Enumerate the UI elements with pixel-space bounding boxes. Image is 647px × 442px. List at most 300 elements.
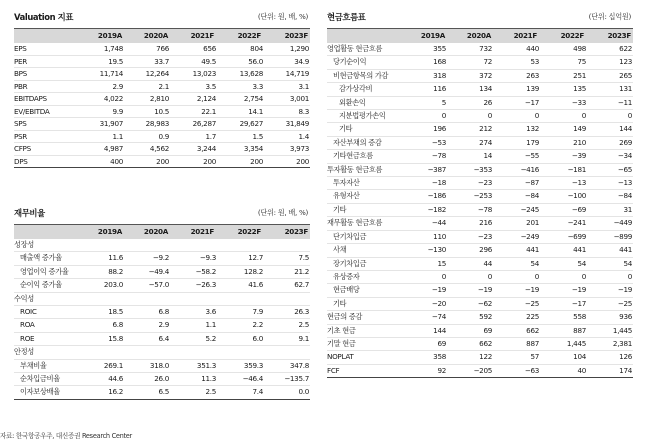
cell-value: −205 (447, 364, 493, 377)
cell-value: 201 (493, 217, 540, 230)
cell-value: 296 (447, 244, 493, 257)
cell-value: 0 (401, 270, 447, 283)
cell-value: 26.3 (264, 306, 310, 319)
cell-value: 14 (447, 150, 493, 163)
row-label: BPS (14, 68, 78, 81)
cell-value: −87 (493, 177, 540, 190)
cell-value: 0 (540, 270, 587, 283)
cell-value: 2.1 (124, 80, 170, 93)
year-header: 2023F (284, 31, 308, 40)
cell-value: 440 (493, 43, 540, 56)
year-header: 2020A (143, 31, 168, 40)
cell-value: 11.6 (78, 252, 124, 265)
cell-value: 210 (540, 136, 587, 149)
cell-value: 359.3 (217, 359, 264, 372)
table-row (327, 217, 633, 230)
cell-value: 3.1 (264, 80, 310, 93)
cell-value: 7.5 (264, 252, 310, 265)
year-header: 2019A (97, 227, 122, 236)
year-header: 2022F (560, 31, 584, 40)
cell-value: 22.1 (170, 105, 217, 118)
cell-value: 9.9 (78, 105, 124, 118)
cell-value: 18.5 (78, 306, 124, 319)
cell-value: −57.0 (124, 279, 170, 292)
cell-value: 732 (447, 43, 493, 56)
cell-value: 0 (493, 110, 540, 123)
cell-value: 54 (540, 257, 587, 270)
cell-value: −100 (540, 190, 587, 203)
cell-value: 0 (540, 110, 587, 123)
cell-value: 662 (447, 337, 493, 350)
cell-value: −245 (493, 203, 540, 216)
cell-value: 128.2 (217, 265, 264, 278)
valuation-table (14, 43, 310, 168)
row-label: NOPLAT (327, 351, 401, 364)
cell-value: −19 (587, 284, 633, 297)
cell-value: 1,445 (587, 324, 633, 337)
cell-value: 2.9 (124, 319, 170, 332)
cell-value (124, 292, 170, 305)
cashflow-header (327, 28, 633, 43)
valuation-header (14, 28, 310, 43)
cell-value: 200 (264, 155, 310, 168)
cell-value: 149 (540, 123, 587, 136)
table-row (327, 324, 633, 337)
table-row (327, 56, 633, 69)
table-row (327, 69, 633, 82)
table-row (14, 306, 310, 319)
table-row (327, 136, 633, 149)
row-label: 기초 현금 (327, 324, 401, 337)
row-label: 순이익 증가율 (14, 279, 78, 292)
cell-value: 54 (587, 257, 633, 270)
cell-value: −39 (540, 150, 587, 163)
row-label: 이자보상배율 (14, 386, 78, 399)
row-label: 순차입금비율 (14, 373, 78, 386)
row-label: 영업이익 증가율 (14, 265, 78, 278)
year-header: 2019A (97, 31, 122, 40)
cell-value: −46.4 (217, 373, 264, 386)
table-row (327, 190, 633, 203)
cell-value: 132 (493, 123, 540, 136)
year-header: 2023F (284, 227, 308, 236)
cell-value: −84 (587, 190, 633, 203)
cell-value: −11 (587, 96, 633, 109)
cell-value: 126 (587, 351, 633, 364)
cell-value: 7.4 (217, 386, 264, 399)
cell-value (78, 346, 124, 359)
table-row (14, 279, 310, 292)
cell-value: 122 (447, 351, 493, 364)
cell-value: 2.2 (217, 319, 264, 332)
cell-value: 69 (401, 337, 447, 350)
cashflow-table (327, 43, 633, 378)
row-label: 성장성 (14, 239, 78, 252)
cell-value: −699 (540, 230, 587, 243)
cell-value: 0 (401, 110, 447, 123)
cell-value: 2.9 (78, 80, 124, 93)
cell-value: −69 (540, 203, 587, 216)
cell-value: −49.4 (124, 265, 170, 278)
cell-value: −186 (401, 190, 447, 203)
cell-value (264, 346, 310, 359)
cell-value: 31,849 (264, 118, 310, 131)
cell-value: 3.5 (170, 80, 217, 93)
cell-value: 5.2 (170, 332, 217, 345)
cell-value: 0 (447, 270, 493, 283)
cell-value: 15 (401, 257, 447, 270)
cell-value: 216 (447, 217, 493, 230)
cell-value: 19.5 (78, 55, 124, 68)
cell-value: 28,983 (124, 118, 170, 131)
cell-value: 139 (493, 83, 540, 96)
cell-value: 7.9 (217, 306, 264, 319)
cell-value: 41.6 (217, 279, 264, 292)
table-row (14, 359, 310, 372)
cell-value: 592 (447, 311, 493, 324)
year-header: 2020A (143, 227, 168, 236)
table-row (14, 143, 310, 156)
cell-value: −20 (401, 297, 447, 310)
ratios-panel (14, 204, 310, 424)
cell-value: 29,627 (217, 118, 264, 131)
valuation-panel (14, 8, 310, 188)
cell-value (217, 239, 264, 252)
cell-value: −13 (540, 177, 587, 190)
cell-value: −23 (447, 230, 493, 243)
cell-value (170, 346, 217, 359)
cell-value: 26.0 (124, 373, 170, 386)
cell-value: −63 (493, 364, 540, 377)
row-label: 재무활동 현금흐름 (327, 217, 401, 230)
cell-value: −416 (493, 163, 540, 176)
valuation-unit: (단위: 원, 배, %) (257, 12, 308, 21)
row-label: 지분법평가손익 (327, 110, 401, 123)
table-row (327, 270, 633, 283)
cell-value: 400 (78, 155, 124, 168)
row-label: 기타현금흐름 (327, 150, 401, 163)
row-label: 안정성 (14, 346, 78, 359)
row-label: 감가상각비 (327, 83, 401, 96)
cell-value: 656 (170, 43, 217, 55)
cell-value: 57 (493, 351, 540, 364)
cell-value: 31,907 (78, 118, 124, 131)
cell-value: −19 (447, 284, 493, 297)
year-header: 2021F (190, 227, 214, 236)
cell-value: 269.1 (78, 359, 124, 372)
table-row (14, 346, 310, 359)
cell-value: 622 (587, 43, 633, 56)
cell-value: −387 (401, 163, 447, 176)
table-row (327, 43, 633, 56)
year-header: 2023F (607, 31, 631, 40)
cell-value: 347.8 (264, 359, 310, 372)
row-label: 유형자산 (327, 190, 401, 203)
table-row (327, 150, 633, 163)
table-row (14, 55, 310, 68)
cell-value: −23 (447, 177, 493, 190)
cell-value: 1,748 (78, 43, 124, 55)
row-label: 기타 (327, 203, 401, 216)
cell-value: 10.5 (124, 105, 170, 118)
cell-value: 92 (401, 364, 447, 377)
cell-value: −17 (540, 297, 587, 310)
ratios-header (14, 224, 310, 239)
cell-value: 34.9 (264, 55, 310, 68)
table-row (327, 364, 633, 377)
cell-value: 200 (170, 155, 217, 168)
cell-value: 355 (401, 43, 447, 56)
cell-value: −78 (447, 203, 493, 216)
cell-value: 0.9 (124, 130, 170, 143)
row-label: 외환손익 (327, 96, 401, 109)
cell-value: 358 (401, 351, 447, 364)
cell-value: −65 (587, 163, 633, 176)
table-row (14, 373, 310, 386)
cell-value: 200 (217, 155, 264, 168)
cell-value: 11.3 (170, 373, 217, 386)
row-label: PBR (14, 80, 78, 93)
cell-value: 144 (587, 123, 633, 136)
row-label: 투자활동 현금흐름 (327, 163, 401, 176)
cell-value: −55 (493, 150, 540, 163)
cell-value: 174 (587, 364, 633, 377)
cell-value: 2,810 (124, 93, 170, 106)
cell-value: 6.8 (124, 306, 170, 319)
cell-value: 11,714 (78, 68, 124, 81)
row-label: PER (14, 55, 78, 68)
table-row (14, 319, 310, 332)
cell-value: 56.0 (217, 55, 264, 68)
cell-value: 372 (447, 69, 493, 82)
row-label: 영업활동 현금흐름 (327, 43, 401, 56)
table-row (327, 110, 633, 123)
row-label: 현금배당 (327, 284, 401, 297)
cell-value: 179 (493, 136, 540, 149)
cell-value: 75 (540, 56, 587, 69)
table-row (327, 123, 633, 136)
cell-value: 1,445 (540, 337, 587, 350)
cell-value: 3.6 (170, 306, 217, 319)
cell-value: 936 (587, 311, 633, 324)
table-row (327, 257, 633, 270)
table-row (327, 337, 633, 350)
cell-value: 6.8 (78, 319, 124, 332)
table-row (327, 297, 633, 310)
row-label: 당기순이익 (327, 56, 401, 69)
cell-value: −19 (540, 284, 587, 297)
cell-value: 269 (587, 136, 633, 149)
table-row (14, 130, 310, 143)
row-label: EV/EBITDA (14, 105, 78, 118)
cell-value: 15.8 (78, 332, 124, 345)
row-label: DPS (14, 155, 78, 168)
row-label: 사채 (327, 244, 401, 257)
row-label: 매출액 증가율 (14, 252, 78, 265)
table-row (14, 155, 310, 168)
cell-value: −17 (493, 96, 540, 109)
cell-value: −84 (493, 190, 540, 203)
row-label: 기말 현금 (327, 337, 401, 350)
cell-value (124, 346, 170, 359)
source-note: 자료: 한국항공우주, 대신증권 Research Center (0, 432, 132, 440)
cell-value: 1.1 (78, 130, 124, 143)
table-row (14, 265, 310, 278)
cell-value: −44 (401, 217, 447, 230)
row-label: SPS (14, 118, 78, 131)
cell-value: 2,124 (170, 93, 217, 106)
cell-value: 26 (447, 96, 493, 109)
table-row (327, 351, 633, 364)
cell-value: 131 (587, 83, 633, 96)
cell-value: 0.0 (264, 386, 310, 399)
cell-value: −249 (493, 230, 540, 243)
row-label: ROIC (14, 306, 78, 319)
table-row (14, 80, 310, 93)
cell-value: 1.5 (217, 130, 264, 143)
cell-value: −253 (447, 190, 493, 203)
cell-value: −18 (401, 177, 447, 190)
cell-value: −241 (540, 217, 587, 230)
cell-value: 212 (447, 123, 493, 136)
cell-value: 2,754 (217, 93, 264, 106)
cell-value: 225 (493, 311, 540, 324)
year-header: 2021F (513, 31, 537, 40)
table-row (14, 105, 310, 118)
cell-value: 4,562 (124, 143, 170, 156)
cell-value: 3,973 (264, 143, 310, 156)
table-row (14, 386, 310, 399)
cell-value: 5 (401, 96, 447, 109)
cell-value: 1,290 (264, 43, 310, 55)
cell-value: 274 (447, 136, 493, 149)
cell-value (78, 292, 124, 305)
cell-value: 135 (540, 83, 587, 96)
ratios-title: 재무비율 (14, 208, 45, 218)
cell-value: 351.3 (170, 359, 217, 372)
row-label: EPS (14, 43, 78, 55)
cell-value: −9.2 (124, 252, 170, 265)
cell-value: 265 (587, 69, 633, 82)
row-label: CFPS (14, 143, 78, 156)
table-row (14, 252, 310, 265)
cell-value: −135.7 (264, 373, 310, 386)
cell-value: 72 (447, 56, 493, 69)
cell-value: 766 (124, 43, 170, 55)
cell-value: 3,244 (170, 143, 217, 156)
cell-value: 110 (401, 230, 447, 243)
row-label: PSR (14, 130, 78, 143)
cell-value: −899 (587, 230, 633, 243)
cell-value: 26,287 (170, 118, 217, 131)
cell-value: 104 (540, 351, 587, 364)
cell-value: 144 (401, 324, 447, 337)
cell-value: 40 (540, 364, 587, 377)
cell-value: 6.5 (124, 386, 170, 399)
row-label: 투자자산 (327, 177, 401, 190)
cell-value: 263 (493, 69, 540, 82)
cell-value: 203.0 (78, 279, 124, 292)
cell-value: 318 (401, 69, 447, 82)
cell-value: 62.7 (264, 279, 310, 292)
cell-value: −62 (447, 297, 493, 310)
cell-value: 196 (401, 123, 447, 136)
table-row (14, 43, 310, 55)
table-row (327, 177, 633, 190)
cell-value: −449 (587, 217, 633, 230)
cell-value: 123 (587, 56, 633, 69)
table-row (14, 68, 310, 81)
table-row (327, 83, 633, 96)
cell-value: 88.2 (78, 265, 124, 278)
cell-value: 1.7 (170, 130, 217, 143)
cell-value: −74 (401, 311, 447, 324)
cell-value: −182 (401, 203, 447, 216)
cell-value: 804 (217, 43, 264, 55)
cell-value (264, 239, 310, 252)
cell-value: −34 (587, 150, 633, 163)
cell-value: 31 (587, 203, 633, 216)
cell-value: 44 (447, 257, 493, 270)
cell-value: 251 (540, 69, 587, 82)
cell-value: 0 (493, 270, 540, 283)
cell-value: 69 (447, 324, 493, 337)
row-label: FCF (327, 364, 401, 377)
cell-value: −25 (587, 297, 633, 310)
row-label: 기타 (327, 297, 401, 310)
row-label: 단기차입금 (327, 230, 401, 243)
row-label: 수익성 (14, 292, 78, 305)
cell-value: 21.2 (264, 265, 310, 278)
cell-value: 1.4 (264, 130, 310, 143)
cell-value: 8.3 (264, 105, 310, 118)
table-row (14, 292, 310, 305)
table-row (327, 244, 633, 257)
cell-value: 49.5 (170, 55, 217, 68)
cell-value: 168 (401, 56, 447, 69)
cell-value: 12.7 (217, 252, 264, 265)
cell-value: 558 (540, 311, 587, 324)
cell-value: 3,001 (264, 93, 310, 106)
cell-value: −26.3 (170, 279, 217, 292)
cell-value: −33 (540, 96, 587, 109)
cell-value: 53 (493, 56, 540, 69)
cell-value: −53 (401, 136, 447, 149)
cell-value: 12,264 (124, 68, 170, 81)
table-row (327, 203, 633, 216)
valuation-title: Valuation 지표 (14, 12, 74, 22)
cell-value: 0 (587, 270, 633, 283)
cell-value: 318.0 (124, 359, 170, 372)
year-header: 2021F (190, 31, 214, 40)
row-label: EBITDAPS (14, 93, 78, 106)
year-header: 2022F (237, 227, 261, 236)
cell-value: 2.5 (264, 319, 310, 332)
cell-value: −130 (401, 244, 447, 257)
ratios-table (14, 239, 310, 400)
cell-value: 13,628 (217, 68, 264, 81)
row-label: 장기차입금 (327, 257, 401, 270)
cell-value: 6.4 (124, 332, 170, 345)
cell-value: 4,987 (78, 143, 124, 156)
table-row (14, 239, 310, 252)
cell-value: −78 (401, 150, 447, 163)
cell-value (78, 239, 124, 252)
cell-value: 134 (447, 83, 493, 96)
cell-value: −19 (493, 284, 540, 297)
cell-value: 13,023 (170, 68, 217, 81)
cell-value: 3,354 (217, 143, 264, 156)
